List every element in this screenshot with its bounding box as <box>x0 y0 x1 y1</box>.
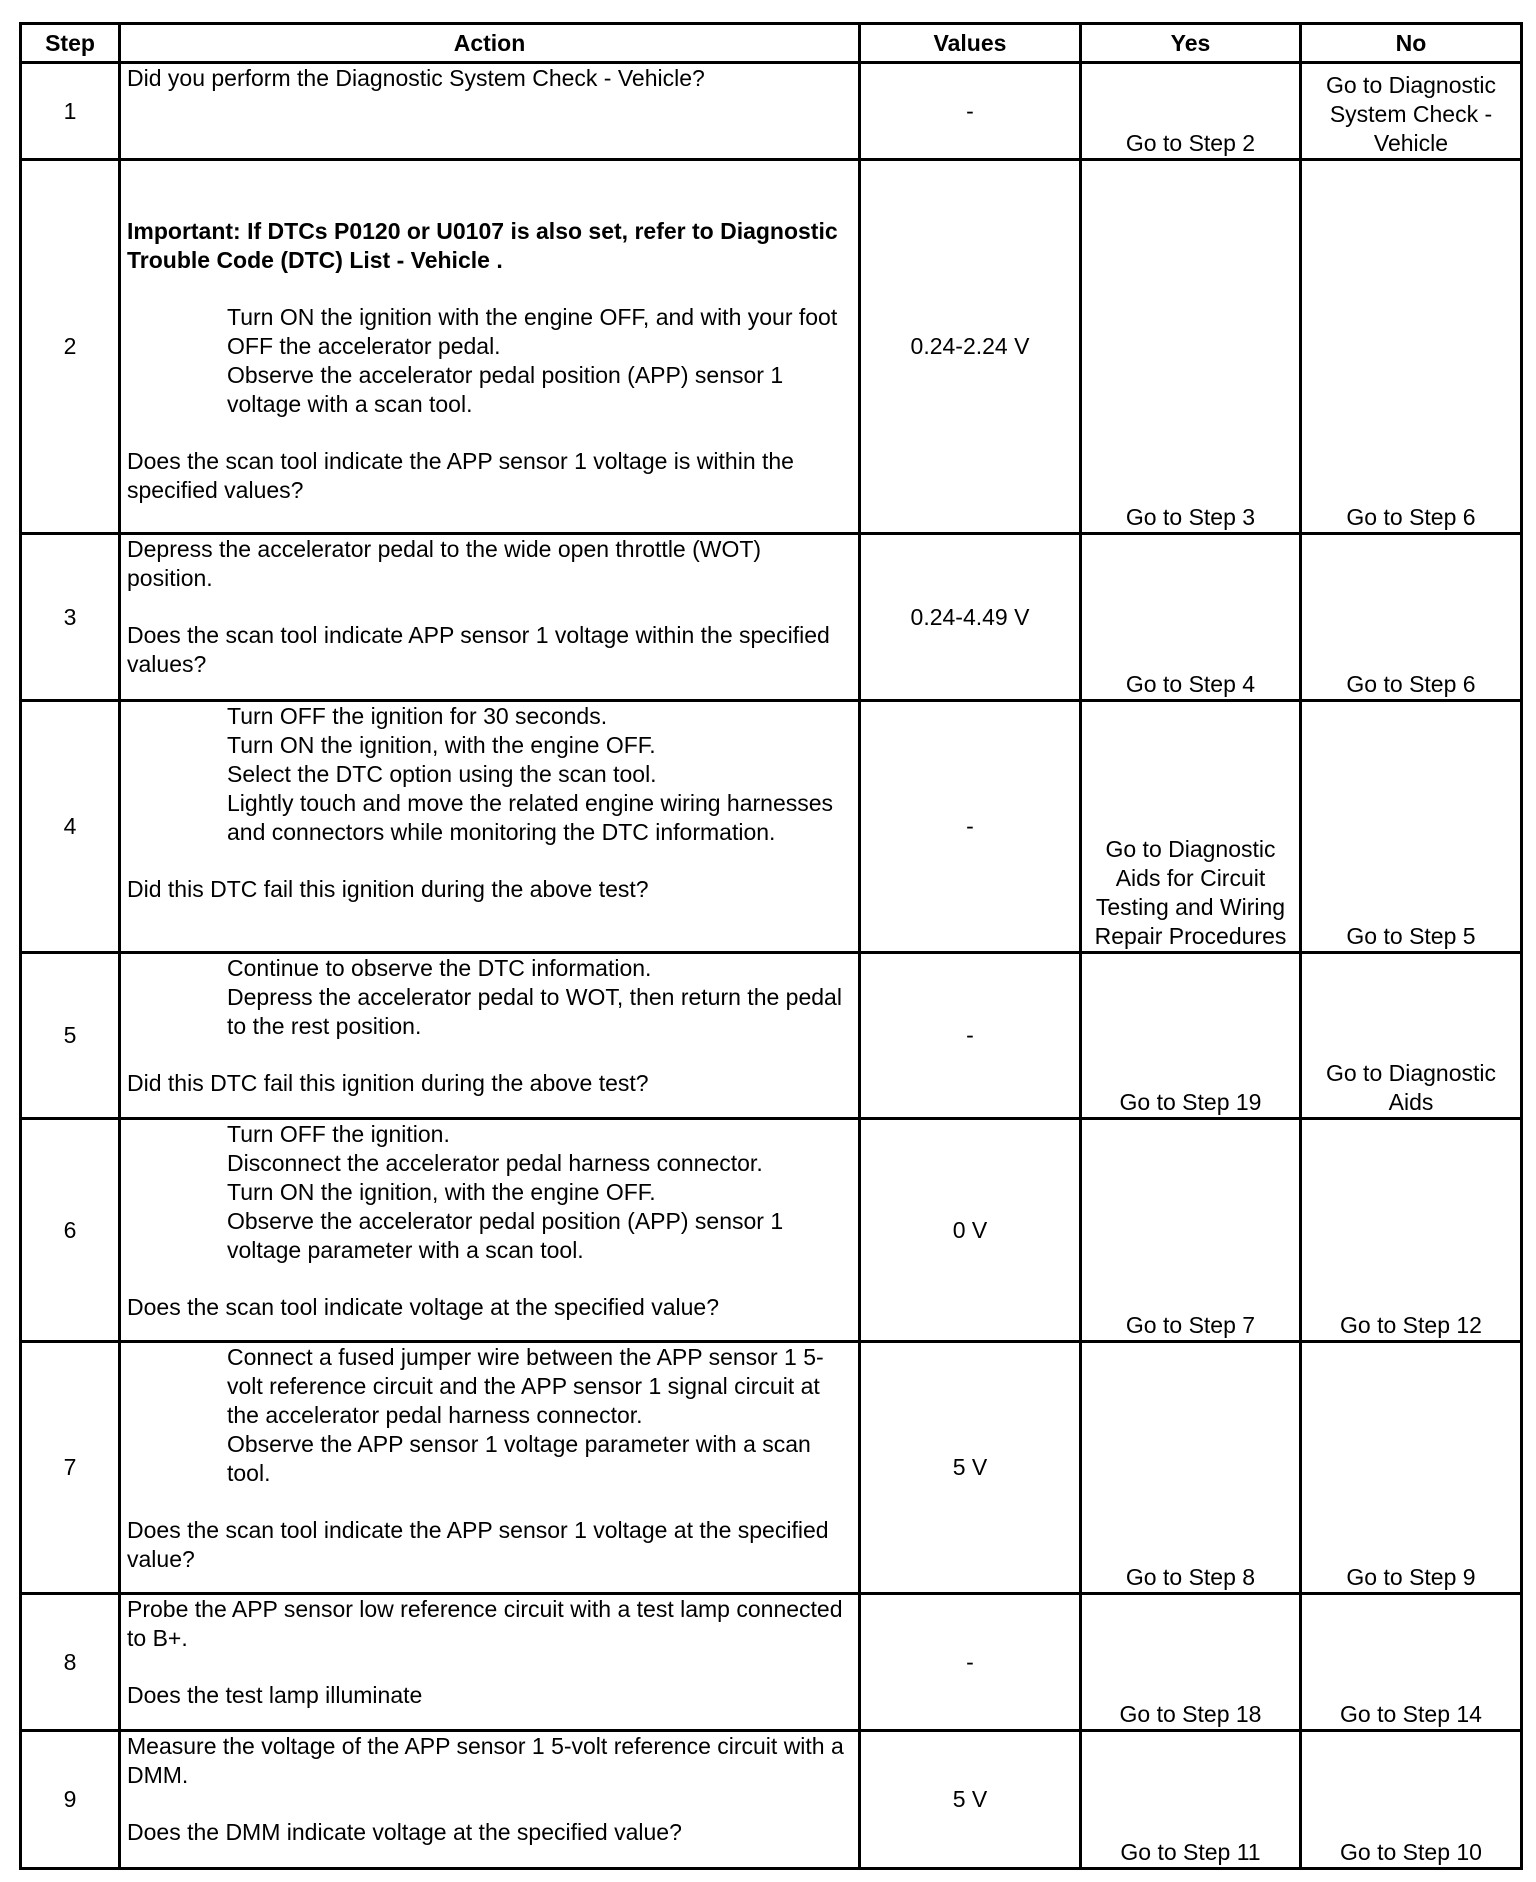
yes-cell: Go to Diagnostic Aids for Circuit Testing and Wiring Repair Procedures <box>1081 701 1301 953</box>
action-step: Turn OFF the ignition. <box>227 1121 450 1147</box>
action-text: Depress the accelerator pedal to the wide open throttle (WOT) position. <box>127 536 762 591</box>
action-step: Turn ON the ignition with the engine OFF, and with your foot OFF the accelerator pedal. <box>227 304 838 359</box>
step-number: 7 <box>21 1342 120 1594</box>
value-cell: - <box>860 1594 1081 1731</box>
step-number: 9 <box>21 1731 120 1869</box>
header-row <box>21 24 1522 63</box>
action-cell <box>120 1119 860 1342</box>
table-row <box>21 63 1522 160</box>
header-action: Action <box>120 24 860 63</box>
no-cell: Go to Step 9 <box>1301 1342 1522 1594</box>
action-cell <box>120 1731 860 1869</box>
yes-cell: Go to Step 18 <box>1081 1594 1301 1731</box>
diagnostic-table <box>19 22 1523 1870</box>
value-cell: 0.24-2.24 V <box>860 160 1081 534</box>
yes-cell: Go to Step 8 <box>1081 1342 1301 1594</box>
step-number: 3 <box>21 534 120 701</box>
yes-cell: Go to Step 7 <box>1081 1119 1301 1342</box>
action-text: Probe the APP sensor low reference circuit with a test lamp connected to B+. <box>127 1596 843 1651</box>
action-question: Does the test lamp illuminate <box>127 1682 423 1708</box>
action-text: Measure the voltage of the APP sensor 1 5-volt reference circuit with a DMM. <box>127 1733 844 1788</box>
table-row <box>21 534 1522 701</box>
value-cell: 5 V <box>860 1731 1081 1869</box>
action-step: Lightly touch and move the related engine wiring harnesses and connectors while monitoring the DTC information. <box>227 790 834 845</box>
yes-cell: Go to Step 3 <box>1081 160 1301 534</box>
no-cell: Go to Diagnostic Aids <box>1301 953 1522 1119</box>
table-row <box>21 1119 1522 1342</box>
yes-cell: Go to Step 11 <box>1081 1731 1301 1869</box>
action-step: Continue to observe the DTC information. <box>227 955 652 981</box>
action-cell <box>120 1342 860 1594</box>
value-cell: - <box>860 63 1081 160</box>
step-number: 2 <box>21 160 120 534</box>
table-row <box>21 160 1522 534</box>
value-cell: 0 V <box>860 1119 1081 1342</box>
table-row <box>21 701 1522 953</box>
value-cell: 5 V <box>860 1342 1081 1594</box>
table-row <box>21 1594 1522 1731</box>
no-cell: Go to Step 6 <box>1301 534 1522 701</box>
action-question: Does the scan tool indicate voltage at the specified value? <box>127 1294 719 1320</box>
action-question: Does the scan tool indicate APP sensor 1 voltage within the specified values? <box>127 622 830 677</box>
header-step: Step <box>21 24 120 63</box>
action-step: Observe the accelerator pedal position (APP) sensor 1 voltage with a scan tool. <box>227 362 784 417</box>
yes-cell: Go to Step 4 <box>1081 534 1301 701</box>
action-step: Observe the accelerator pedal position (APP) sensor 1 voltage parameter with a scan tool. <box>227 1208 784 1263</box>
table-row <box>21 1342 1522 1594</box>
table-row <box>21 1731 1522 1869</box>
no-cell: Go to Step 6 <box>1301 160 1522 534</box>
action-cell <box>120 701 860 953</box>
no-cell: Go to Step 10 <box>1301 1731 1522 1869</box>
yes-cell: Go to Step 19 <box>1081 953 1301 1119</box>
action-cell <box>120 160 860 534</box>
action-cell <box>120 1594 860 1731</box>
action-question: Did this DTC fail this ignition during the above test? <box>127 876 649 902</box>
header-yes: Yes <box>1081 24 1301 63</box>
action-question: Does the scan tool indicate the APP sensor 1 voltage is within the specified values? <box>127 448 794 503</box>
no-cell: Go to Step 5 <box>1301 701 1522 953</box>
step-number: 1 <box>21 63 120 160</box>
step-number: 5 <box>21 953 120 1119</box>
value-cell: 0.24-4.49 V <box>860 534 1081 701</box>
action-cell <box>120 63 860 160</box>
no-cell: Go to Diagnostic System Check - Vehicle <box>1301 63 1522 160</box>
no-cell: Go to Step 12 <box>1301 1119 1522 1342</box>
table-row <box>21 953 1522 1119</box>
header-no: No <box>1301 24 1522 63</box>
action-question: Does the DMM indicate voltage at the specified value? <box>127 1819 682 1845</box>
value-cell: - <box>860 953 1081 1119</box>
action-step: Connect a fused jumper wire between the APP sensor 1 5-volt reference circuit and the APP sensor 1 signal circuit at the accelerator pedal harness connector. <box>227 1344 824 1428</box>
action-cell <box>120 534 860 701</box>
action-text: Did you perform the Diagnostic System Check - Vehicle? <box>127 65 705 91</box>
step-number: 8 <box>21 1594 120 1731</box>
action-step: Depress the accelerator pedal to WOT, then return the pedal to the rest position. <box>227 984 842 1039</box>
yes-cell: Go to Step 2 <box>1081 63 1301 160</box>
action-step: Turn ON the ignition, with the engine OFF. <box>227 1179 656 1205</box>
header-values: Values <box>860 24 1081 63</box>
action-step: Select the DTC option using the scan tool. <box>227 761 657 787</box>
action-step: Turn ON the ignition, with the engine OFF. <box>227 732 656 758</box>
step-number: 6 <box>21 1119 120 1342</box>
action-question: Does the scan tool indicate the APP sensor 1 voltage at the specified value? <box>127 1517 829 1572</box>
no-cell: Go to Step 14 <box>1301 1594 1522 1731</box>
action-cell <box>120 953 860 1119</box>
important-note: Important: If DTCs P0120 or U0107 is also set, refer to Diagnostic Trouble Code (DTC) List - Vehicle . <box>127 218 838 273</box>
action-question: Did this DTC fail this ignition during the above test? <box>127 1070 649 1096</box>
step-number: 4 <box>21 701 120 953</box>
value-cell: - <box>860 701 1081 953</box>
action-step: Disconnect the accelerator pedal harness connector. <box>227 1150 763 1176</box>
action-step: Turn OFF the ignition for 30 seconds. <box>227 703 608 729</box>
action-step: Observe the APP sensor 1 voltage parameter with a scan tool. <box>227 1431 811 1486</box>
